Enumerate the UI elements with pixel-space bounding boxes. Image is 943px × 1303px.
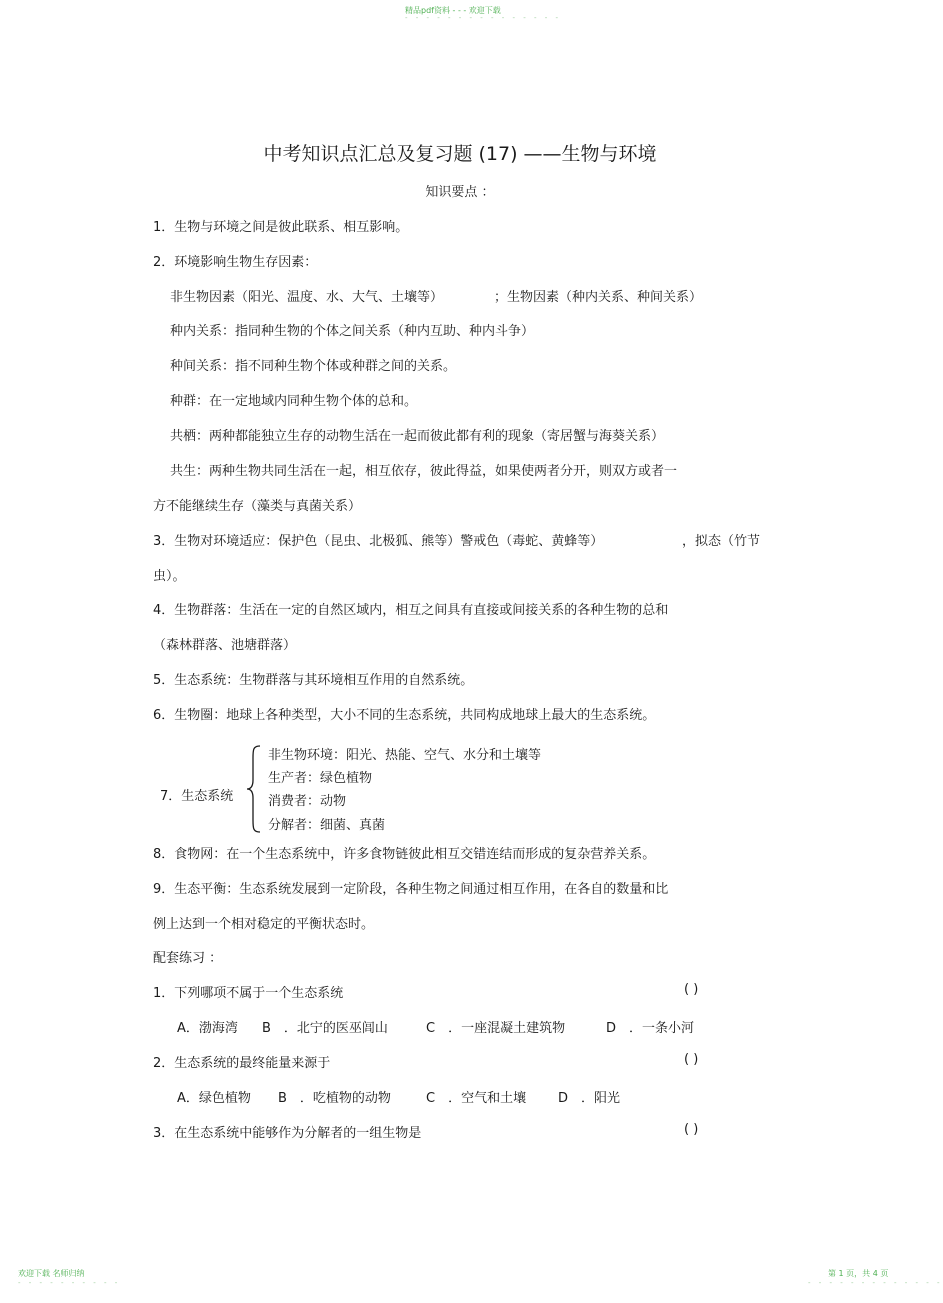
watermark-bottom-right: 第 1 页，共 4 页 <box>828 1269 889 1278</box>
question-3-stem: 3．在生态系统中能够作为分解者的一组生物是 <box>153 1126 422 1141</box>
point-2-symbiosis-line1: 共生：两种生物共同生活在一起，相互依存，彼此得益，如果使两者分开，则双方或者一 <box>170 464 678 479</box>
point-2-interspecific: 种间关系：指不同种生物个体或种群之间的关系。 <box>170 359 457 374</box>
point-1: 1．生物与环境之间是彼此联系、相互影响。 <box>153 220 409 235</box>
point-6: 6．生物圈：地球上各种类型，大小不同的生态系统，共同构成地球上最大的生态系统。 <box>153 708 656 723</box>
question-1-stem: 1．下列哪项不属于一个生态系统 <box>153 986 344 1001</box>
point-9-line1: 9．生态平衡：生态系统发展到一定阶段，各种生物之间通过相互作用，在各自的数量和比 <box>153 882 669 897</box>
question-1-option-c: C ．一座混凝土建筑物 <box>426 1021 566 1036</box>
question-1-option-a: A．渤海湾 <box>177 1021 238 1036</box>
watermark-top: 精品pdf资料 - - - 欢迎下载 <box>405 6 501 15</box>
watermark-bottom-right-dots: - - - - - - - - - - - - - <box>808 1279 943 1287</box>
ecosystem-item-producer: 生产者：绿色植物 <box>268 771 373 786</box>
question-1-option-b: B ．北宁的医巫闾山 <box>262 1021 388 1036</box>
page-title: 中考知识点汇总及复习题 (17) ——生物与环境 <box>263 143 657 165</box>
point-5: 5．生态系统：生物群落与其环境相互作用的自然系统。 <box>153 673 474 688</box>
point-2-intraspecific: 种内关系：指同种生物的个体之间关系（种内互助、种内斗争） <box>170 324 535 339</box>
question-2-option-d: D ．阳光 <box>558 1091 621 1106</box>
point-2-population: 种群：在一定地域内同种生物个体的总和。 <box>170 394 418 409</box>
point-9-line2: 例上达到一个相对稳定的平衡状态时。 <box>153 917 375 932</box>
point-3-line1-mimicry: ，拟态（竹节 <box>682 534 761 549</box>
ecosystem-item-decomposer: 分解者：细菌、真菌 <box>268 818 386 833</box>
section-heading-exercise: 配套练习 ： <box>153 951 223 966</box>
question-3-answer-blank: ( ) <box>684 1122 699 1137</box>
point-2-commensalism: 共栖：两种都能独立生存的动物生活在一起而彼此都有利的现象（寄居蟹与海葵关系） <box>170 429 665 444</box>
watermark-bottom-left: 欢迎下载 名师归纳 <box>18 1269 85 1278</box>
section-heading-points: 知识要点 ： <box>425 185 495 200</box>
ecosystem-item-abiotic: 非生物环境：阳光、热能、空气、水分和土壤等 <box>268 748 542 763</box>
point-8: 8．食物网：在一个生态系统中，许多食物链彼此相互交错连结而形成的复杂营养关系。 <box>153 847 656 862</box>
watermark-top-dots: - - - - - - - - - - - - - - - <box>405 14 562 22</box>
point-4-line2: （森林群落、池塘群落） <box>153 638 297 653</box>
ecosystem-item-consumer: 消费者：动物 <box>268 794 347 809</box>
question-2-stem: 2．生态系统的最终能量来源于 <box>153 1056 331 1071</box>
point-2: 2．环境影响生物生存因素： <box>153 255 318 270</box>
point-2-abiotic: 非生物因素（阳光、温度、水、大气、土壤等） <box>170 290 444 305</box>
point-3-line2: 虫）。 <box>153 569 186 584</box>
point-3-line1: 3．生物对环境适应：保护色（昆虫、北极狐、熊等）警戒色（毒蛇、黄蜂等） <box>153 534 604 549</box>
question-1-answer-blank: ( ) <box>684 982 699 997</box>
point-7-label: 7．生态系统 <box>160 789 234 804</box>
curly-brace-icon <box>244 744 264 834</box>
question-2-option-a: A．绿色植物 <box>177 1091 251 1106</box>
watermark-bottom-left-dots: - - - - - - - - - - <box>18 1279 121 1287</box>
question-2-option-b: B ．吃植物的动物 <box>278 1091 391 1106</box>
point-4-line1: 4．生物群落：生活在一定的自然区域内，相互之间具有直接或间接关系的各种生物的总和 <box>153 603 669 618</box>
question-2-option-c: C ．空气和土壤 <box>426 1091 527 1106</box>
point-2-biotic: ；生物因素（种内关系、种间关系） <box>494 290 703 305</box>
question-1-option-d: D ．一条小河 <box>606 1021 695 1036</box>
point-2-symbiosis-line2: 方不能继续生存（藻类与真菌关系） <box>153 499 362 514</box>
question-2-answer-blank: ( ) <box>684 1052 699 1067</box>
